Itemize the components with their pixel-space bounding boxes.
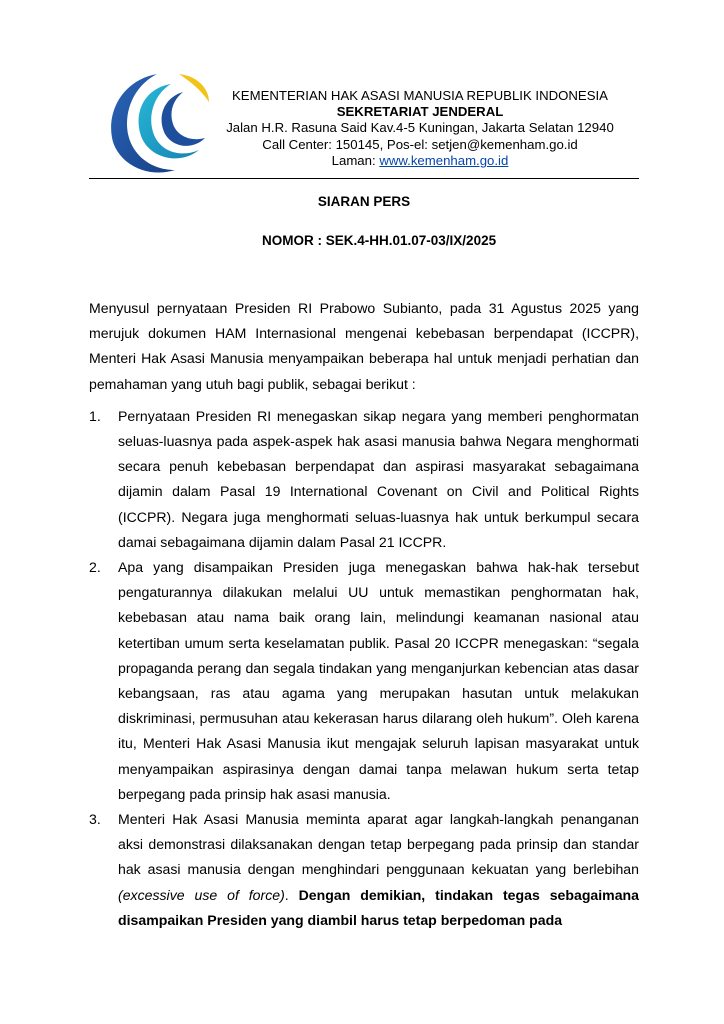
list-text: Apa yang disampaikan Presiden juga menegaskan bahwa hak-hak tersebut pengaturannya dilakukan melalui UU untuk memastikan penghormatan hak, kebebasan atau nama baik orang lain, melindungi keamanan nasional atau ketertiban umum serta keselamatan publik. Pasal 20 ICCPR menegaskan: “segala propaganda perang dan segala tindakan yang menganjurkan kebencian atas dasar kebangsaan, ras atau agama yang merupakan hasutan untuk melakukan diskriminasi, permusuhan atau kekerasan harus dilarang oleh hukum”. Oleh karena itu, Menteri Hak Asasi Manusia ikut mengajak seluruh lapisan masyarakat untuk menyampaikan aspirasinya dengan damai tanpa melawan hukum serta tetap berpegang pada prinsip hak asasi manusia. xyxy=(118,559,639,802)
document-number: NOMOR : SEK.4-HH.01.07-03/IX/2025 xyxy=(262,233,497,248)
list-text-italic: (excessive use of force) xyxy=(118,886,285,903)
website-link[interactable]: www.kemenham.go.id xyxy=(379,152,509,168)
document-title: SIARAN PERS xyxy=(317,194,411,209)
list-text-bold: Dengan demikian, tindakan tegas sebagaimana disampaikan Presiden yang diambil harus tetap berpedoman pada xyxy=(118,886,639,928)
address: Jalan H.R. Rasuna Said Kav.4-5 Kuningan, Jakarta Selatan 12940 xyxy=(226,120,614,136)
list-item xyxy=(89,555,639,807)
list-number: 2. xyxy=(89,559,101,576)
intro-paragraph: Menyusul pernyataan Presiden RI Prabowo Subianto, pada 31 Agustus 2025 yang merujuk dokumen HAM Internasional mengenai kebebasan berpendapat (ICCPR), Menteri Hak Asasi Manusia menyampaikan beberapa hal untuk menjadi perhatian dan pemahaman yang utuh bagi publik, sebagai berikut : xyxy=(89,300,639,392)
unit-name: SEKRETARIAT JENDERAL xyxy=(336,104,504,120)
letterhead-divider xyxy=(89,178,639,179)
list-item xyxy=(89,404,639,555)
ministry-name: KEMENTERIAN HAK ASASI MANUSIA REPUBLIK INDONESIA xyxy=(232,88,608,103)
document-body xyxy=(89,296,639,933)
statement-list xyxy=(89,404,639,933)
website-label: Laman: xyxy=(331,152,380,168)
list-text: Pernyataan Presiden RI menegaskan sikap negara yang memberi penghormatan seluas-luasnya pada aspek-aspek hak asasi manusia bahwa Negara menghormati secara penuh kebebasan berpendapat dan aspirasi masyarakat sebagaimana dijamin dalam Pasal 19 International Covenant on Civil and Political Rights (ICCPR). Negara juga menghormati seluas-luasnya hak untuk berkumpul secara damai sebagaimana dijamin dalam Pasal 21 ICCPR. xyxy=(118,407,639,550)
list-text-separator: . xyxy=(284,886,299,903)
list-text: Menteri Hak Asasi Manusia meminta aparat agar langkah-langkah penanganan aksi demonstrasi dilaksanakan dengan tetap berpegang pada prinsip dan standar hak asasi manusia dengan menghindari penggunaan kekuatan yang berlebihan xyxy=(118,811,639,878)
list-number: 3. xyxy=(89,811,101,828)
website-line xyxy=(200,153,640,169)
list-item xyxy=(89,807,639,933)
list-number: 1. xyxy=(89,407,101,424)
letterhead xyxy=(200,88,640,169)
contact-line: Call Center: 150145, Pos-el: setjen@kemenham.go.id xyxy=(262,136,578,152)
